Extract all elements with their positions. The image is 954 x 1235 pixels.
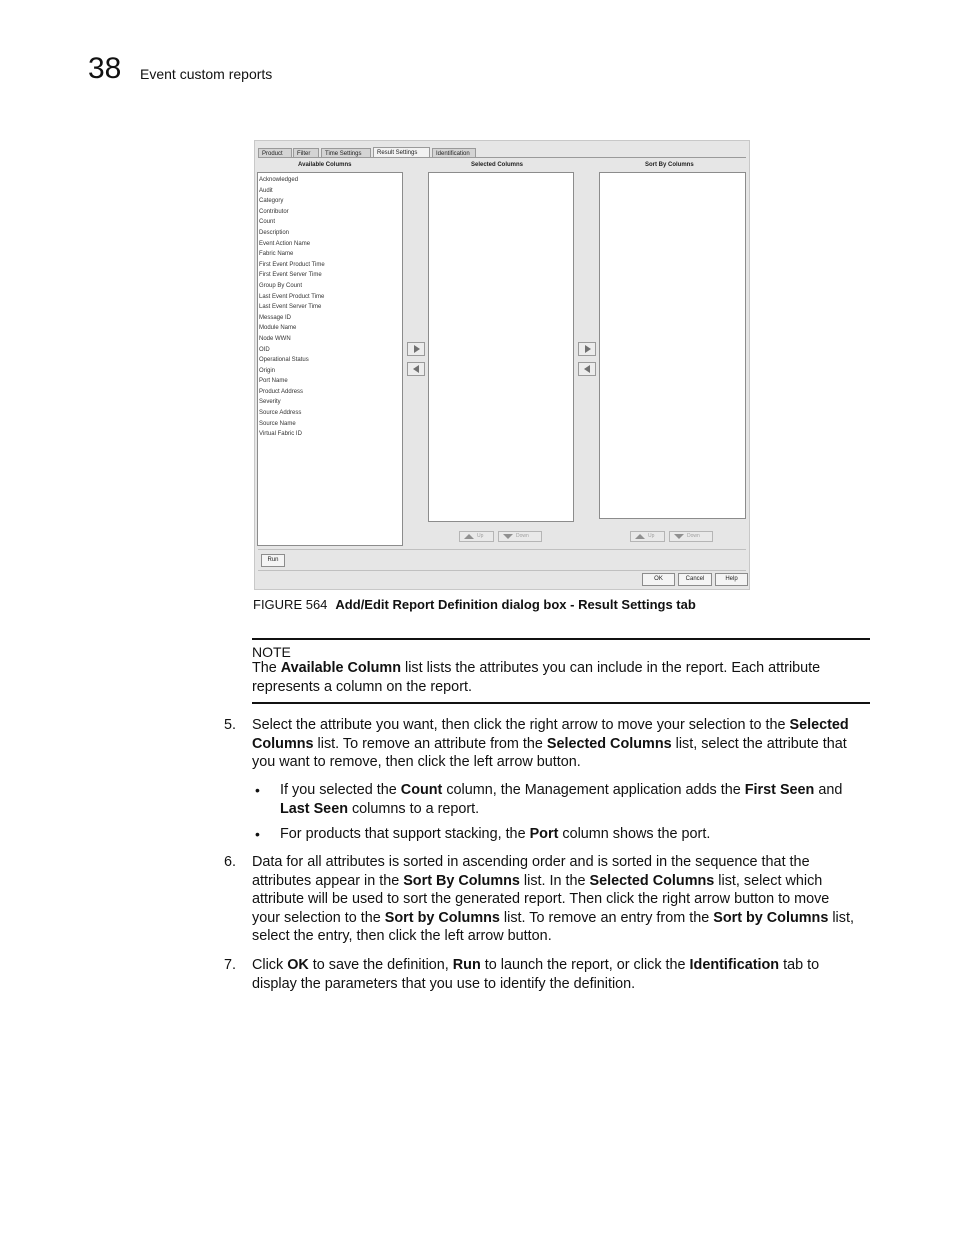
list-item[interactable]: Node WWN [259,335,291,342]
ui-term: Sort by Columns [384,909,500,926]
ui-term: Columns [252,735,314,752]
remove-from-sort-button[interactable] [578,362,596,376]
ui-term: Last Seen [280,800,348,817]
bullet-icon: • [255,782,260,798]
list-item[interactable]: Severity [259,399,281,406]
text: list lists the attributes you can include in the report. Each attribute [401,660,821,676]
ui-term: Identification [689,957,780,973]
text: attribute will be used to sort the generated report. Then click the right arrow button to move [252,891,830,908]
text: to launch the report, or click the [480,957,690,973]
arrow-right-icon [414,345,420,353]
text: Click [252,957,288,973]
ok-button[interactable]: OK [642,573,675,586]
cancel-button[interactable]: Cancel [678,573,712,586]
list-item[interactable]: Message ID [259,314,292,321]
list-item[interactable]: Audit [259,187,273,194]
text: Select the attribute you want, then click the right arrow to move your selection to the [252,717,790,733]
list-item[interactable]: Count [259,219,276,226]
list-item[interactable]: Fabric Name [259,251,294,258]
tab-filter[interactable]: Filter [293,148,319,158]
list-item[interactable]: Group By Count [259,282,303,289]
figure-caption-text: Add/Edit Report Definition dialog box - Result Settings tab [335,597,696,612]
text: and [814,782,843,798]
text: display the parameters that you use to identify the definition. [252,975,636,992]
text: tab to [779,957,820,973]
text: your selection to the [252,909,385,926]
note-bottom-rule [252,702,870,704]
up-label: Up [477,533,484,539]
list-item[interactable]: Operational Status [259,357,309,364]
list-item[interactable]: Contributor [259,208,289,215]
available-columns-header: Available Columns [298,162,352,168]
text: columns to a report. [347,800,480,817]
ui-term: Selected [789,717,849,733]
text: you want to remove, then click the left arrow button. [252,754,581,771]
dialog-separator [258,549,746,550]
text: list, [828,909,854,926]
text: list. In the [519,872,590,889]
tab-result-settings[interactable]: Result Settings [373,147,430,158]
tab-strip-divider [258,157,746,158]
list-item[interactable]: Description [259,229,290,236]
list-item[interactable]: OID [259,346,270,353]
text: attributes appear in the [252,872,404,889]
text: The [252,660,281,676]
list-item[interactable]: First Event Product Time [259,261,325,268]
sort-up-button[interactable] [630,531,665,542]
selected-columns-list[interactable] [428,172,574,522]
text: list, select which [714,872,823,889]
dialog-separator [258,570,746,571]
remove-from-selected-button[interactable] [407,362,425,376]
sort-by-columns-list[interactable] [599,172,746,519]
selected-up-button[interactable] [459,531,494,542]
triangle-down-icon [503,534,513,539]
list-item[interactable]: Last Event Product Time [259,293,325,300]
list-item[interactable]: Source Address [259,410,302,417]
list-item[interactable]: Category [259,198,284,205]
arrow-right-icon [585,345,591,353]
note-text [252,659,820,696]
arrow-left-icon [413,365,419,373]
note-label: NOTE [252,644,291,660]
ui-term: Port [529,826,559,842]
figure-caption [253,597,696,612]
text: to save the definition, [308,957,453,973]
ui-term: First Seen [744,782,815,798]
step-7-text [252,956,819,993]
sort-by-columns-header: Sort By Columns [645,162,694,168]
text: column shows the port. [558,826,711,842]
bullet-1-text [280,781,842,818]
bullet-icon: • [255,826,260,842]
text: Data for all attributes is sorted in ascending order and is sorted in the sequence that the [252,854,810,870]
available-columns-list[interactable] [257,172,403,546]
step-number: 6. [224,854,237,870]
chapter-title: Event custom reports [140,66,273,82]
arrow-left-icon [584,365,590,373]
list-item[interactable]: Product Address [259,388,304,395]
down-label: Down [516,533,529,539]
text: list. To remove an attribute from the [313,735,547,752]
triangle-down-icon [674,534,684,539]
ui-term: Selected Columns [589,872,715,889]
add-to-sort-button[interactable] [578,342,596,356]
ui-term: Sort By Columns [403,872,520,889]
ui-term: OK [287,957,309,973]
step-number: 7. [224,957,237,973]
down-label: Down [687,533,700,539]
text: list, select the attribute that [671,735,847,752]
step-6-text [252,853,854,946]
list-item[interactable]: Last Event Server Time [259,304,322,311]
list-item[interactable]: Event Action Name [259,240,311,247]
list-item[interactable]: Port Name [259,378,288,385]
ui-term: Sort by Columns [713,909,829,926]
sort-down-button[interactable] [669,531,713,542]
list-item[interactable]: First Event Server Time [259,272,322,279]
triangle-up-icon [635,534,645,539]
text: For products that support stacking, the [280,826,530,842]
ui-term: Count [400,782,443,798]
selected-columns-header: Selected Columns [471,162,524,168]
text: column, the Management application adds the [442,782,745,798]
note-top-rule [252,638,870,640]
run-button[interactable]: Run [261,554,285,567]
selected-down-button[interactable] [498,531,542,542]
note-line [252,659,820,678]
bullet-2-text [280,825,710,844]
triangle-up-icon [464,534,474,539]
tab-identification[interactable]: Identification [432,148,476,158]
step-5-text [252,716,849,772]
tab-product[interactable]: Product [258,148,292,158]
list-item[interactable]: Acknowledged [259,177,299,183]
list-item[interactable]: Module Name [259,325,297,332]
text: list. To remove an entry from the [499,909,714,926]
ui-term: Available Column [280,660,402,676]
list-item[interactable]: Origin [259,367,276,374]
ui-term: Selected Columns [546,735,672,752]
tab-time-settings[interactable]: Time Settings [321,148,371,158]
figure-number: FIGURE 564 [253,597,328,612]
list-item[interactable]: Source Name [259,420,296,427]
list-item[interactable]: Virtual Fabric ID [259,431,302,438]
note-line: represents a column on the report. [252,678,472,695]
help-button[interactable]: Help [715,573,748,586]
chapter-number: 38 [88,52,122,85]
text: select the entry, then click the left arrow button. [252,928,552,945]
step-number: 5. [224,717,237,733]
add-to-selected-button[interactable] [407,342,425,356]
report-definition-dialog [254,140,750,590]
text: If you selected the [280,782,401,798]
ui-term: Run [452,957,481,973]
up-label: Up [648,533,655,539]
